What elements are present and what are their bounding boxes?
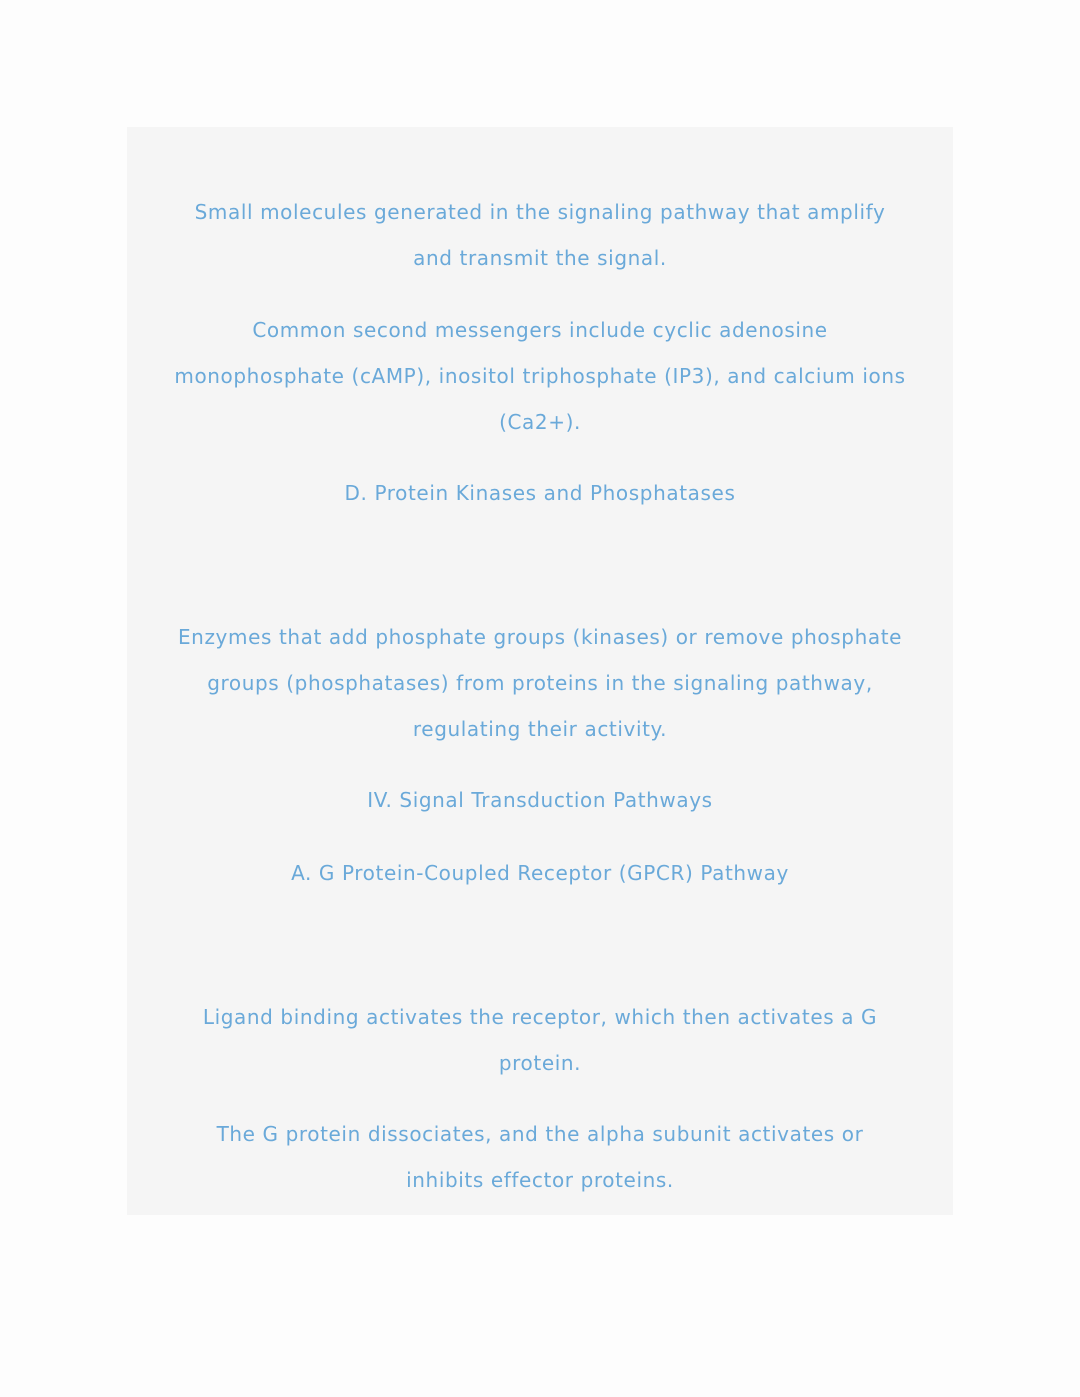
text-line: The G protein dissociates, and the alpha subunit activates or bbox=[216, 1122, 864, 1146]
paragraph-g-protein-dissociates bbox=[127, 1111, 953, 1203]
text-line: protein. bbox=[498, 1051, 582, 1075]
text-line: regulating their activity. bbox=[412, 717, 668, 741]
paragraph-common-second-messengers bbox=[127, 307, 953, 445]
text-line: Small molecules generated in the signaling pathway that amplify bbox=[194, 200, 886, 224]
text-line: (Ca2+). bbox=[499, 410, 581, 434]
content-card bbox=[127, 127, 953, 1215]
text-line: groups (phosphatases) from proteins in the signaling pathway, bbox=[207, 671, 873, 695]
text-line: Common second messengers include cyclic adenosine bbox=[252, 318, 828, 342]
text-line: D. Protein Kinases and Phosphatases bbox=[344, 481, 736, 505]
paragraph-second-messengers-definition bbox=[127, 189, 953, 281]
paragraph-enzymes bbox=[127, 614, 953, 752]
heading-gpcr-pathway bbox=[127, 850, 953, 896]
text-line: A. G Protein-Coupled Receptor (GPCR) Pathway bbox=[291, 861, 789, 885]
text-line: Ligand binding activates the receptor, which then activates a G bbox=[202, 1005, 878, 1029]
paragraph-ligand-binding bbox=[127, 994, 953, 1086]
heading-signal-transduction bbox=[127, 777, 953, 823]
text-line: Enzymes that add phosphate groups (kinases) or remove phosphate bbox=[177, 625, 903, 649]
text-line: IV. Signal Transduction Pathways bbox=[367, 788, 713, 812]
text-line: and transmit the signal. bbox=[413, 246, 667, 270]
text-line: monophosphate (cAMP), inositol triphosphate (IP3), and calcium ions bbox=[174, 364, 906, 388]
heading-protein-kinases bbox=[127, 470, 953, 516]
text-line: inhibits effector proteins. bbox=[406, 1168, 674, 1192]
